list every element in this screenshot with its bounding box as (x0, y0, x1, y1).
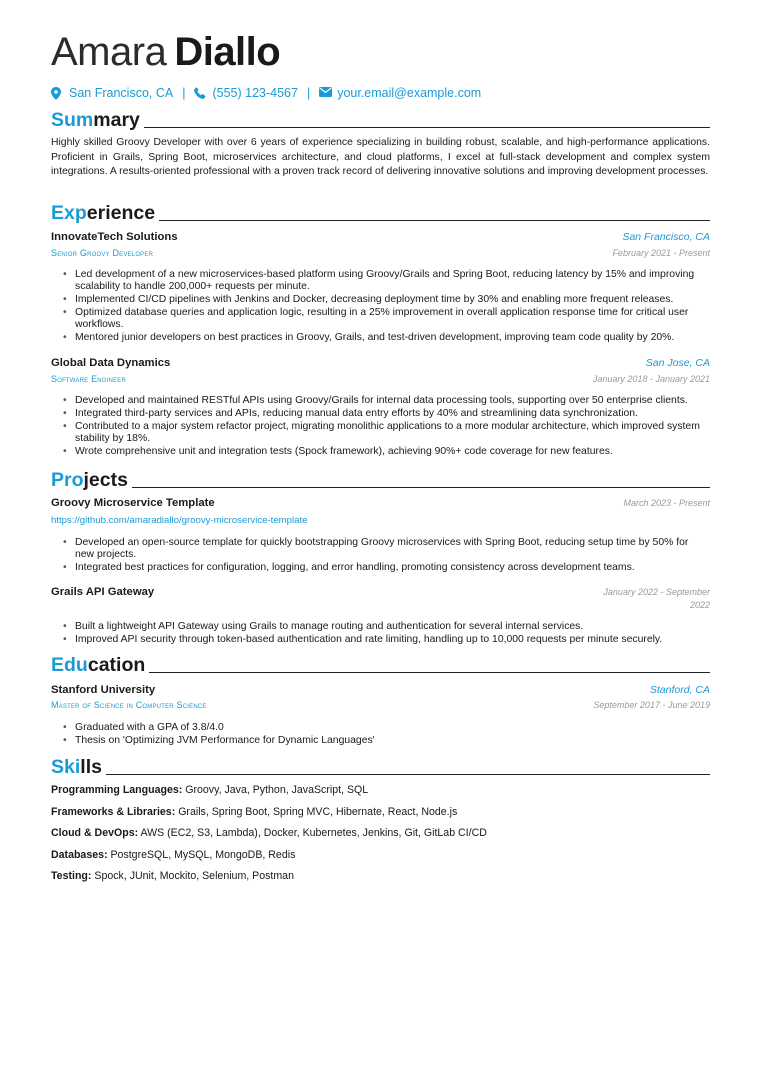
skill-value: Groovy, Java, Python, JavaScript, SQL (185, 784, 369, 796)
envelope-icon (319, 87, 331, 99)
list-item: • Developed and maintained RESTful APIs using Groovy/Grails for internal data processing tools, supporting over 50 enterprise clients. (63, 395, 708, 407)
list-item: • Integrated third-party services and APIs, reducing manual data entry efforts by 40% and streamlining data synchronization. (63, 408, 708, 420)
job-bullets (63, 395, 708, 459)
education-heading (51, 655, 710, 675)
project-dates: March 2023 - Present (623, 498, 710, 508)
project-bullets (63, 621, 708, 647)
skill-value: Grails, Spring Boot, Spring MVC, Hibernate, React, Node.js (178, 805, 458, 818)
skill-row (51, 823, 710, 845)
summary-heading (51, 110, 710, 130)
list-item: • Integrated best practices for configuration, logging, and error handling, promoting consistency across development teams. (63, 562, 708, 574)
contact-line (51, 86, 481, 100)
skill-value: Spock, JUnit, Mockito, Selenium, Postman (94, 870, 294, 883)
skill-label: Programming Languages: (51, 784, 183, 796)
education-dates: September 2017 - June 2019 (593, 700, 710, 710)
map-marker-icon (51, 87, 63, 99)
list-item: • Contributed to a major system refactor project, migrating monolithic applications to a more modular architecture, which improved system stability by 18%. (63, 421, 708, 446)
skill-label: Testing: (51, 870, 92, 883)
heading-accent: Edu (51, 654, 88, 676)
projects-heading (51, 470, 710, 490)
skill-value: AWS (EC2, S3, Lambda), Docker, Kubernetes, Jenkins, Git, GitLab CI/CD (140, 827, 487, 840)
job-bullets (63, 269, 708, 345)
skill-label: Cloud & DevOps: (51, 827, 139, 840)
last-name: Diallo (174, 30, 281, 74)
skill-label: Databases: (51, 848, 108, 861)
section-rule (144, 127, 710, 128)
section-rule (106, 774, 710, 775)
heading-rest: erience (86, 202, 156, 224)
company-location: San Francisco, CA (622, 231, 710, 243)
phone-link[interactable]: (555) 123-4567 (212, 86, 298, 100)
project-dates: January 2022 - September 2022 (603, 587, 710, 610)
section-rule (159, 220, 710, 221)
heading-rest: jects (83, 469, 128, 491)
project-link[interactable]: https://github.com/amaradiallo/groovy-microservice-template (51, 515, 308, 526)
list-item: • Optimized database queries and application logic, resulting in a 25% improvement in overall application response time for critical user workflows. (63, 307, 708, 332)
heading-accent: Sum (51, 109, 94, 131)
skill-row (51, 780, 710, 802)
skill-label: Frameworks & Libraries: (51, 805, 176, 818)
summary-text: Highly skilled Groovy Developer with over 6 years of experience specializing in building robust, scalable, and high-performance applications. Proficient in Grails, Spring Boot, microservices architecture, and cloud platforms, I excel at full-stack development and complex system integrations. A results-oriented professional with a proven track record of delivering innovative solutions and improving development processes. (51, 137, 710, 178)
skill-row (51, 845, 710, 867)
school-name: Stanford University (51, 684, 156, 696)
list-item: • Wrote comprehensive unit and integration tests (Spock framework), achieving 90%+ code coverage for new features. (63, 446, 708, 458)
email-link[interactable]: your.email@example.com (337, 86, 482, 100)
list-item: • Graduated with a GPA of 3.8/4.0 (63, 722, 708, 734)
list-item: • Built a lightweight API Gateway using Grails to manage routing and authentication for several internal services. (63, 621, 708, 633)
location-text: San Francisco, CA (69, 86, 174, 100)
company-location: San Jose, CA (645, 357, 710, 369)
separator: | (182, 86, 186, 100)
school-location: Stanford, CA (649, 684, 710, 696)
skill-value: PostgreSQL, MySQL, MongoDB, Redis (110, 848, 296, 861)
list-item: • Improved API security through token-based authentication and rate limiting, handling up to 10,000 requests per minute securely. (63, 634, 708, 646)
skill-row (51, 802, 710, 824)
company-name: InnovateTech Solutions (51, 231, 178, 243)
experience-heading (51, 203, 710, 223)
project-name: Groovy Microservice Template (51, 497, 215, 509)
job-title: Senior Groovy Developer (51, 248, 154, 258)
skills-list (51, 780, 710, 888)
candidate-name (51, 30, 280, 74)
heading-rest: cation (87, 654, 146, 676)
section-rule (149, 672, 710, 673)
list-item: • Led development of a new microservices-based platform using Groovy/Grails and Spring Boot, reducing latency by 15% and improving scalability to handle 200,000+ requests per minute. (63, 269, 708, 294)
heading-rest: mary (93, 109, 140, 131)
company-name: Global Data Dynamics (51, 357, 171, 369)
skills-heading (51, 757, 710, 777)
project-name: Grails API Gateway (51, 586, 155, 598)
heading-rest: lls (80, 756, 102, 778)
list-item: • Thesis on 'Optimizing JVM Performance for Dynamic Languages' (63, 735, 708, 747)
list-item: • Implemented CI/CD pipelines with Jenkins and Docker, decreasing deployment time by 30% and enabling more frequent releases. (63, 294, 708, 306)
heading-accent: Ski (51, 756, 81, 778)
education-bullets (63, 722, 708, 748)
heading-accent: Pro (51, 469, 84, 491)
phone-icon (194, 87, 206, 99)
degree-title: Master of Science in Computer Science (51, 700, 207, 710)
list-item: • Mentored junior developers on best practices in Groovy, Grails, and test-driven development, improving team code quality by 20%. (63, 332, 708, 344)
list-item: • Developed an open-source template for quickly bootstrapping Groovy microservices with Spring Boot, reducing setup time by 50% for new projects. (63, 537, 708, 562)
job-dates: February 2021 - Present (612, 248, 710, 258)
skill-row (51, 866, 710, 888)
first-name: Amara (51, 30, 167, 74)
job-title: Software Engineer (51, 374, 127, 384)
separator: | (306, 86, 311, 100)
section-rule (132, 487, 710, 488)
project-bullets (63, 537, 708, 575)
job-dates: January 2018 - January 2021 (592, 374, 710, 384)
heading-accent: Exp (51, 202, 87, 224)
